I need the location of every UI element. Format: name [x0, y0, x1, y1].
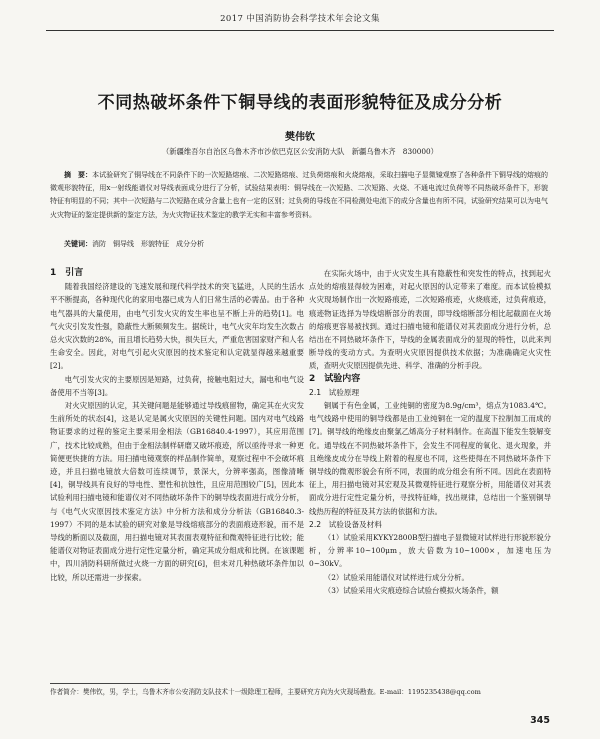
- keywords-label: 关键词：: [64, 240, 92, 248]
- subsection-heading-principle: 2.1 试验原理: [309, 387, 360, 397]
- abstract-label: 摘 要：: [64, 171, 93, 179]
- author-footnote: 作者简介：樊伟钦，男，学士，乌鲁木齐市公安消防支队技术十一级除理工程师，主要研究方向为火灾现场勘查。E-mail：1195235438@qq.com: [50, 688, 481, 696]
- running-header: 2017 中国消防协会科学技术年会论文集: [220, 14, 380, 24]
- page-number: 345: [530, 715, 550, 726]
- equipment-item-1: （1）试验采用KYKY2800B型扫描电子显微镜对试样进行形貌形貌分析，分辨率10~100μm，放大倍数为10~1000×，加速电压为0~30kV。: [309, 533, 551, 569]
- equipment-item-3: （3）试验采用火灾痕迹综合试验台模拟火场条件，额: [323, 585, 499, 595]
- left-column: [50, 267, 304, 584]
- author-affiliation: （新疆维吾尔自治区乌鲁木齐市沙依巴克区公安消防大队 新疆乌鲁木齐 830000）: [162, 147, 438, 156]
- author-name: 樊伟钦: [285, 132, 315, 143]
- abstract-text: 本试验研究了铜导线在不同条件下的一次短路熔痕、二次短路熔痕、过负荷熔痕和火烧熔痕，采取扫描电子显微镜观察了各种条件下铜导线的熔痕的微观形貌特征，用x一射线能谱仪对导线表面成分进行了分析，试验结果表明：铜导线在一次短路、二次短路、火烧、不通电流过负荷等不同热破坏条件下，形貌特征有明显的不同；其中一次短路与二次短路在成分含量上也有一定的区别；过负荷的导线在不同检测处电流下的成分含量也有所不同，试验研究结果可以为电气火灾物证的鉴定提供新的鉴定方法，为火灾物证技术鉴定的教学无实和丰富参考资料。: [50, 171, 549, 219]
- keywords: [50, 238, 548, 251]
- intro-paragraph-2: 电气引发火灾的主要原因是短路，过负荷，接触电阻过大，漏电和电气设备使用不当等[3]。: [50, 374, 304, 397]
- abstract: [50, 169, 548, 222]
- equipment-item-2: （2）试验采用能谱仪对试样进行成分分析。: [323, 572, 469, 582]
- section-heading-experiment: 2 试验内容: [309, 373, 361, 384]
- intro-paragraph-4: 在实际火场中，由于火灾发生具有隐蔽性和突发性的特点，找到起火点处的熔痕显得较为困难，对起火原因的认定带来了难度。而本试验模拟火灾现场制作出一次短路痕迹，二次短路痕迹，火烧痕迹，过负荷痕迹，痕迹物证选择为导线熔断部分的表面，即导线熔断部分相比起截面在火场的熔痕更容易被找到。通过扫描电镜和能谱仪对其表面成分进行分析，总结出在不同热破坏条件下，导线的金属表面成分的显现的特性，以此来判断导线的变动方式。为查明火灾原因提供技术依据；为准确确定火灾性质，查明火灾原因提供先进、科学、准确的分析手段。: [309, 269, 551, 371]
- intro-paragraph-1: 随着我国经济建设的飞速发展和现代科学技术的突飞猛进，人民的生活水平不断提高，各种现代化的家用电器已成为人们日常生活的必需品。由于各种电气器具的大量使用，由电气引发火灾的发生率也呈不断上升的趋势[1]。电气火灾引发发性强，隐蔽性大断频频发生。据统计，电气火灾年均发生次数占总火灾次数的28%，而且增长趋势大快，损失巨大，严重危害国家财产和人名生命安全。因此，对电气引起火灾原因的技术鉴定和认定就显得越来越重要[2]。: [50, 282, 304, 371]
- header-divider: [46, 30, 554, 31]
- subsection-heading-equipment: 2.2 试验设备及材料: [309, 519, 382, 529]
- section-heading-intro: 1 引言: [50, 268, 84, 278]
- paper-title: 不同热破坏条件下铜导线的表面形貌特征及成分分析: [97, 93, 503, 113]
- principle-paragraph: 铜属于有色金属，工业纯铜的密度为8.9g/cm³，熔点为1083.4℃。电气线路中使用的铜导线都是由工业纯铜在一定的温度下拉制加工而成的[7]。铜导线的绝缘皮由聚氯乙烯高分子材料制作。在高温下能发生裂解变化。通导线在不同热破坏条件下，会发生不同程度的氧化、退火现象，并且绝缘皮成分在导线上附着的程度也不同，这些使得在不同热破坏条件下铜导线的微观形貌会有所不同，表面的成分组会有所不同。因此在表面特征上，用扫描电镜对其宏观及其微观特征进行观察分析，用能谱仪对其表面成分进行定性定量分析，寻找特征峰，找出规律，总结出一个鉴别铜导线热历程的特征及其方法的依据和方法。: [309, 401, 551, 516]
- keywords-text: 消防 铜导线 形貌特征 成分分析: [92, 240, 204, 248]
- intro-paragraph-3: 对火灾原因的认定，其关键问题是能够通过导线痕留物，确定其在火灾发生前所处的状态[4]，这是认定是属火灾原因的关键性问题。国内对电气线路物证要求的过程的鉴定主要采用金相法（GB16840.4-1997），其应用范围广，技术比较成熟，但由于金相法制样研磨又破坏痕迹，所以亟待寻求一种更简便更快捷的方法。用扫描电镜观察的样品制作简单，观察过程中不会破坏痕迹，并且扫描电镜放大倍数可连续调节，景深大，分辨率强高，图像清晰[4]，铜导线具有良好的导电性、塑性和抗蚀性，且应用范围较广[5]，因此本试验利用扫描电镜和能谱仪对不同热破坏条件下的铜导线表面进行成分分析，与《电气火灾原因技术鉴定方法》中分析方法和成分分析法（GB16840.3-1997）不同的是本试验的研究对象是导线熔痕部分的表面痕迹形貌，而不是导线的断面以及截面，用扫描电镜对其表面表观特征和微观特征进行比较；能能谱仪对物证表面成分进行定性定量分析，确定其成分组成和比例。在该课题中，四川消防科研所做过火烧一方面的研究[6]，但未对几种热破坏条件加以比较，所以还需进一步探索。: [50, 401, 304, 582]
- footnote-divider: [50, 683, 170, 684]
- right-column: [309, 267, 551, 597]
